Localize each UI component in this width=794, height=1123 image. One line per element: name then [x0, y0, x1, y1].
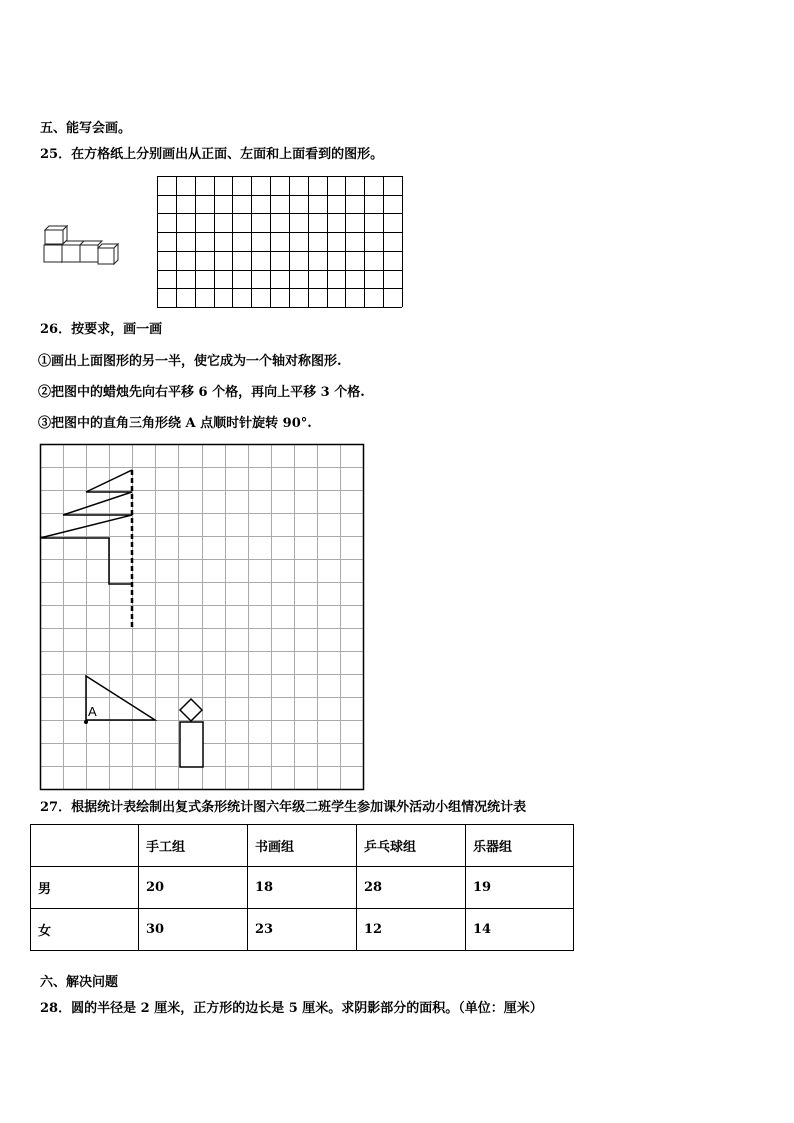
- table-header-cell: 书画组: [248, 825, 357, 867]
- table-cell: 20: [139, 867, 248, 909]
- grid-paper-q25[interactable]: [157, 176, 403, 308]
- statistics-table: [30, 824, 574, 951]
- table-header-cell: [31, 825, 139, 867]
- table-header-cell: 手工组: [139, 825, 248, 867]
- section-6-heading: 六、解决问题: [40, 975, 119, 990]
- table-cell: 12: [357, 909, 466, 951]
- table-row: [31, 909, 574, 951]
- question-27-title: 27．根据统计表绘制出复式条形统计图六年级二班学生参加课外活动小组情况统计表: [40, 800, 527, 815]
- question-26-title: 26．按要求，画一画: [40, 322, 163, 337]
- table-row: [31, 867, 574, 909]
- question-26-item-1: ①画出上面图形的另一半，使它成为一个轴对称图形.: [38, 354, 342, 369]
- question-25-text: 25．在方格纸上分别画出从正面、左面和上面看到的图形。: [40, 147, 384, 162]
- table-header-cell: 乒乓球组: [357, 825, 466, 867]
- table-header-cell: 乐器组: [466, 825, 574, 867]
- table-cell: 14: [466, 909, 574, 951]
- table-cell: 28: [357, 867, 466, 909]
- question-28-text: 28．圆的半径是 2 厘米，正方形的边长是 5 厘米。求阴影部分的面积。（单位：厘米）: [40, 1001, 543, 1016]
- point-a-label: A: [88, 704, 97, 719]
- section-5-heading: 五、能写会画。: [40, 121, 132, 136]
- candle-flame: [180, 699, 202, 721]
- table-cell: 23: [248, 909, 357, 951]
- table-cell: 男: [31, 867, 139, 909]
- table-cell: 女: [31, 909, 139, 951]
- table-cell: 19: [466, 867, 574, 909]
- candle-body: [180, 722, 203, 767]
- table-cell: 18: [248, 867, 357, 909]
- table-cell: 30: [139, 909, 248, 951]
- point-a-dot: [84, 720, 88, 724]
- cube-stack-figure: [40, 224, 120, 268]
- question-26-item-3: ③把图中的直角三角形绕 A 点顺时针旋转 90°.: [38, 416, 312, 431]
- question-26-item-2: ②把图中的蜡烛先向右平移 6 个格，再向上平移 3 个格.: [38, 385, 365, 400]
- grid-paper-q26[interactable]: [40, 444, 364, 790]
- table-header-row: [31, 825, 574, 867]
